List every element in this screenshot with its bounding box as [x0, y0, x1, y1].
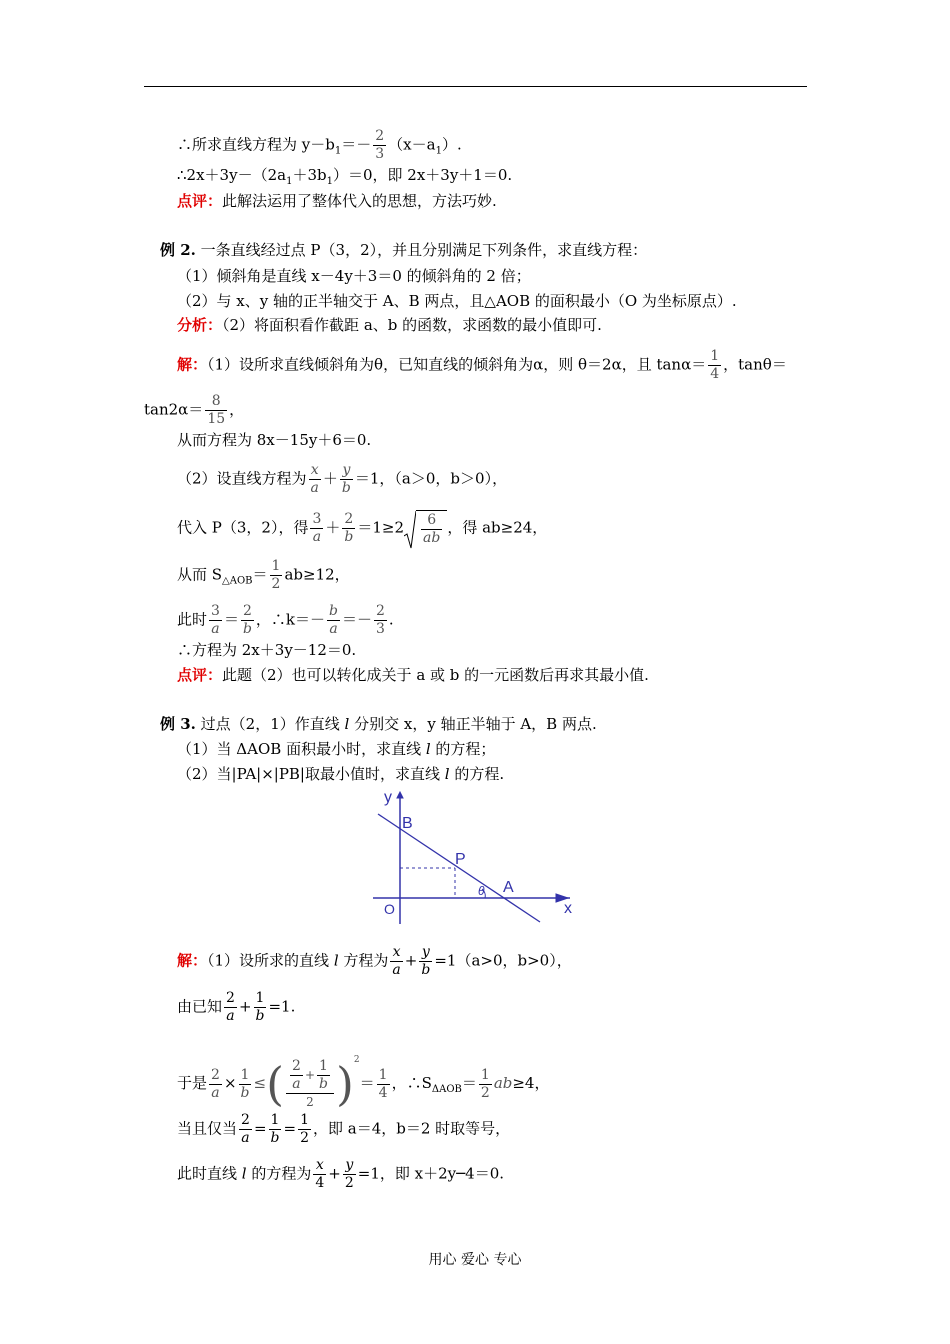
text: （1）设所求直线倾斜角为θ，已知直线的倾斜角为α，则 θ＝2α，且 tanα＝	[207, 355, 707, 374]
denominator: b	[242, 621, 252, 637]
fraction	[479, 1067, 492, 1102]
example-2-final: ∴方程为 2x＋3y－12＝0.	[177, 641, 357, 659]
example-3-title	[160, 714, 597, 734]
example-label: 例 2.	[160, 241, 196, 259]
solution-3-inequality	[177, 1050, 549, 1111]
denominator: a	[211, 1084, 220, 1101]
text: 过点（2，1）作直线	[195, 715, 345, 733]
numerator: 2	[241, 603, 254, 621]
example-2-q2: （2）与 x、y 轴的正半轴交于 A、B 两点，且△AOB 的面积最小（O 为坐标原点）.	[177, 292, 737, 310]
fraction	[286, 1058, 334, 1111]
text: 的方程为	[246, 1164, 312, 1183]
comment-label: 点评：	[177, 192, 223, 210]
comment-2	[177, 665, 649, 685]
subscript: 1	[334, 145, 342, 157]
header-rule	[144, 86, 807, 87]
text: ＋	[322, 469, 338, 488]
denominator: a	[310, 480, 319, 496]
numerator: 2	[342, 511, 355, 529]
text: ＝	[461, 1074, 477, 1092]
origin-label: O	[384, 901, 395, 917]
subscript: ΔAOB	[431, 1084, 462, 1095]
numerator: 1	[317, 1058, 330, 1076]
numerator: 1	[269, 1112, 282, 1130]
text: +	[404, 951, 418, 970]
fraction	[340, 462, 353, 497]
x-label: x	[564, 900, 572, 917]
numerator: 3	[211, 603, 220, 619]
example-text: 一条直线经过点 P（3，2），并且分别满足下列条件，求直线方程：	[195, 241, 648, 259]
numerator: x	[313, 1157, 326, 1175]
line-symbol: l	[444, 765, 450, 783]
solution-label: 解：	[177, 355, 208, 374]
line-expanded-equation	[177, 165, 512, 192]
text: ）＝0，即 2x＋3y＋1＝0.	[332, 166, 513, 184]
theta-label: θ	[478, 884, 485, 898]
text: ＋3b	[292, 166, 327, 184]
text: 此时直线	[177, 1164, 242, 1183]
denominator: b	[341, 480, 351, 496]
text: tan2α＝	[144, 400, 204, 419]
text: ，得 ab≥24，	[447, 518, 548, 537]
solution-3-final	[177, 1157, 504, 1192]
text: 的方程；	[430, 740, 496, 758]
denominator: b	[270, 1130, 280, 1146]
text: （2）设直线方程为	[177, 469, 307, 488]
text: .	[388, 610, 394, 629]
text: 代入 P（3，2），得	[177, 518, 309, 537]
text: =1.	[268, 997, 296, 1016]
numerator: 2	[376, 603, 385, 619]
denominator: 2	[344, 1175, 354, 1191]
subscript: 1	[286, 176, 293, 187]
solution-label: 解：	[177, 951, 208, 970]
denominator: 3	[376, 621, 385, 637]
denominator: b	[344, 529, 354, 545]
right-paren: )	[335, 1057, 354, 1111]
denominator: b	[319, 1075, 328, 1092]
fraction	[419, 944, 432, 979]
denominator: 4	[378, 1084, 388, 1101]
text: +	[328, 1164, 341, 1183]
numerator: y	[343, 1157, 356, 1175]
denominator: a	[226, 1008, 235, 1024]
example-2-eq1: 从而方程为 8x－15y＋6＝0.	[177, 431, 372, 449]
numerator: x	[390, 944, 402, 962]
text: ∴所求直线方程为 y－b	[177, 135, 335, 154]
text: ≥4，	[512, 1074, 550, 1092]
fraction	[343, 1157, 356, 1192]
text: ab≥12，	[284, 565, 350, 584]
text: =	[283, 1119, 297, 1138]
example-2-part2	[177, 462, 507, 497]
y-axis-arrow	[397, 792, 403, 798]
denominator: ab	[423, 530, 441, 546]
example-2-analysis	[177, 315, 602, 335]
text: =	[253, 1119, 267, 1138]
comment-1	[177, 191, 497, 211]
example-3-q2	[177, 764, 504, 784]
fraction	[224, 990, 237, 1025]
numerator: 2	[375, 128, 385, 144]
denominator: b	[255, 1008, 265, 1024]
numerator: 8	[205, 393, 227, 411]
solution-3-line1	[177, 944, 572, 979]
text: 于是	[177, 1074, 208, 1092]
denominator: b	[240, 1084, 250, 1101]
text: ×	[223, 1074, 237, 1092]
fraction	[390, 944, 402, 979]
example-2-area	[177, 558, 350, 593]
text: ＋	[325, 518, 341, 537]
text: ∴2x＋3y－（2a	[177, 166, 287, 184]
text: ，tanθ＝	[723, 355, 787, 374]
text: ，∴S	[391, 1074, 432, 1092]
solution-3-known	[177, 990, 295, 1025]
denominator: 3	[375, 146, 385, 162]
denominator: 4	[710, 366, 720, 382]
fraction	[374, 603, 387, 638]
text: ，即 a＝4，b＝2 时取等号，	[312, 1119, 511, 1138]
point-p-label: P	[455, 851, 466, 868]
numerator: 6	[421, 512, 442, 530]
numerator: 2	[241, 1112, 250, 1128]
numerator: y	[419, 944, 432, 962]
denominator: a	[292, 1075, 301, 1092]
line-symbol: l	[344, 715, 350, 733]
comment-text: 此题（2）也可以转化成关于 a 或 b 的一元函数后再求其最小值.	[222, 666, 649, 684]
example-2-substitute	[177, 510, 547, 547]
numerator: 1	[300, 1112, 309, 1128]
text: 从而 S	[177, 565, 223, 584]
text: ）.	[441, 135, 462, 154]
denominator: b	[421, 962, 431, 978]
example-label: 例 3.	[160, 715, 196, 733]
example-2-tan	[144, 393, 244, 428]
fraction	[254, 990, 267, 1025]
text: 方程为	[338, 951, 389, 970]
page-footer: 用心 爱心 专心	[428, 1252, 522, 1268]
analysis-text: （2）将面积看作截距 a、b 的函数，求函数的最小值即可.	[222, 316, 602, 334]
denominator: a	[241, 1130, 250, 1146]
denominator: 2	[300, 1130, 309, 1146]
left-paren: (	[266, 1057, 285, 1111]
text: ，	[229, 400, 245, 419]
fraction	[373, 128, 386, 163]
numerator: 1	[378, 1066, 388, 1083]
fraction	[317, 1058, 330, 1093]
denominator: 2	[271, 576, 281, 592]
fraction	[342, 511, 355, 546]
fraction	[708, 348, 721, 383]
denominator: 2	[480, 1084, 490, 1101]
text: ＝	[359, 1074, 375, 1092]
numerator: 1	[239, 1067, 252, 1085]
denominator: a	[211, 621, 220, 637]
text: 此时	[177, 610, 208, 629]
fraction	[309, 462, 321, 497]
denominator: 2	[306, 1094, 314, 1109]
text: ＝－	[341, 610, 372, 629]
numerator: 1	[254, 990, 267, 1008]
text: ≤	[253, 1074, 267, 1092]
numerator: b	[329, 603, 338, 619]
fraction	[327, 603, 340, 638]
example-2-slope	[177, 603, 394, 638]
fraction	[209, 1067, 222, 1102]
text: （1）设所求的直线	[207, 951, 334, 970]
numerator: 2	[292, 1057, 301, 1074]
subscript: 1	[326, 176, 333, 187]
comment-label: 点评：	[177, 666, 223, 684]
text: ＝－	[341, 135, 372, 154]
fraction	[290, 1058, 303, 1093]
numerator: 3	[312, 511, 322, 527]
text: ＝	[252, 565, 268, 584]
denominator: a	[329, 621, 338, 637]
example-2-title	[160, 240, 647, 260]
numerator: 1	[271, 558, 281, 574]
text: =1，即 x＋2y─4＝0.	[357, 1164, 505, 1183]
line-symbol: l	[241, 1164, 247, 1183]
text: =1（a>0，b>0），	[434, 951, 572, 970]
denominator: a	[392, 962, 401, 978]
text: ＝	[223, 610, 239, 629]
text: +	[238, 997, 252, 1016]
fraction	[269, 1112, 282, 1147]
line-symbol: l	[333, 951, 339, 970]
numerator: 1	[710, 348, 720, 364]
point-a-label: A	[503, 879, 514, 896]
text: （1）当 ΔAOB 面积最小时，求直线	[177, 740, 426, 758]
fraction	[209, 603, 222, 638]
power: 2	[353, 1055, 360, 1065]
radical-sign	[404, 510, 416, 550]
solution-3-equality	[177, 1112, 510, 1147]
text: 分别交 x，y 轴正半轴于 A，B 两点.	[349, 715, 597, 733]
y-label: y	[384, 789, 392, 806]
square-root	[404, 510, 447, 547]
numerator: 2	[226, 990, 235, 1006]
fraction	[377, 1067, 390, 1102]
text: +	[304, 1067, 315, 1082]
denominator: a	[312, 529, 322, 545]
text: 当且仅当	[177, 1119, 238, 1138]
coordinate-figure	[370, 784, 585, 929]
numerator: x	[309, 462, 321, 480]
numerator: 1	[480, 1066, 490, 1083]
numerator: 2	[211, 1066, 220, 1083]
text: 的方程.	[449, 765, 505, 783]
analysis-label: 分析：	[177, 316, 223, 334]
subscript: 1	[435, 145, 442, 157]
fraction	[313, 1157, 326, 1192]
numerator: y	[340, 462, 353, 480]
example-2-solution-1	[177, 348, 787, 383]
text: （2）当|PA|×|PB|取最小值时，求直线	[177, 765, 445, 783]
line-symbol: l	[425, 740, 431, 758]
text: ＝1≥2	[357, 518, 405, 537]
fraction	[205, 393, 227, 428]
example-3-q1	[177, 739, 495, 759]
text: ，∴k＝－	[255, 610, 326, 629]
denominator: 15	[207, 411, 226, 427]
fraction	[239, 1067, 252, 1102]
fraction	[241, 603, 254, 638]
fraction	[270, 558, 283, 593]
example-2-q1: （1）倾斜角是直线 x－4y＋3＝0 的倾斜角的 2 倍；	[177, 267, 531, 285]
point-b-label: B	[402, 815, 413, 832]
subscript: △AOB	[222, 575, 253, 587]
fraction	[310, 511, 323, 546]
text: ab	[493, 1074, 513, 1092]
comment-text: 此解法运用了整体代入的思想，方法巧妙.	[222, 192, 497, 210]
line-direct-equation	[177, 128, 462, 163]
fraction	[239, 1112, 252, 1147]
text: ＝1，（a＞0，b＞0），	[354, 469, 508, 488]
fraction	[298, 1112, 311, 1147]
denominator: 4	[315, 1175, 325, 1191]
text: 由已知	[177, 997, 223, 1016]
text: （x－a	[388, 135, 436, 154]
fraction	[421, 512, 442, 547]
